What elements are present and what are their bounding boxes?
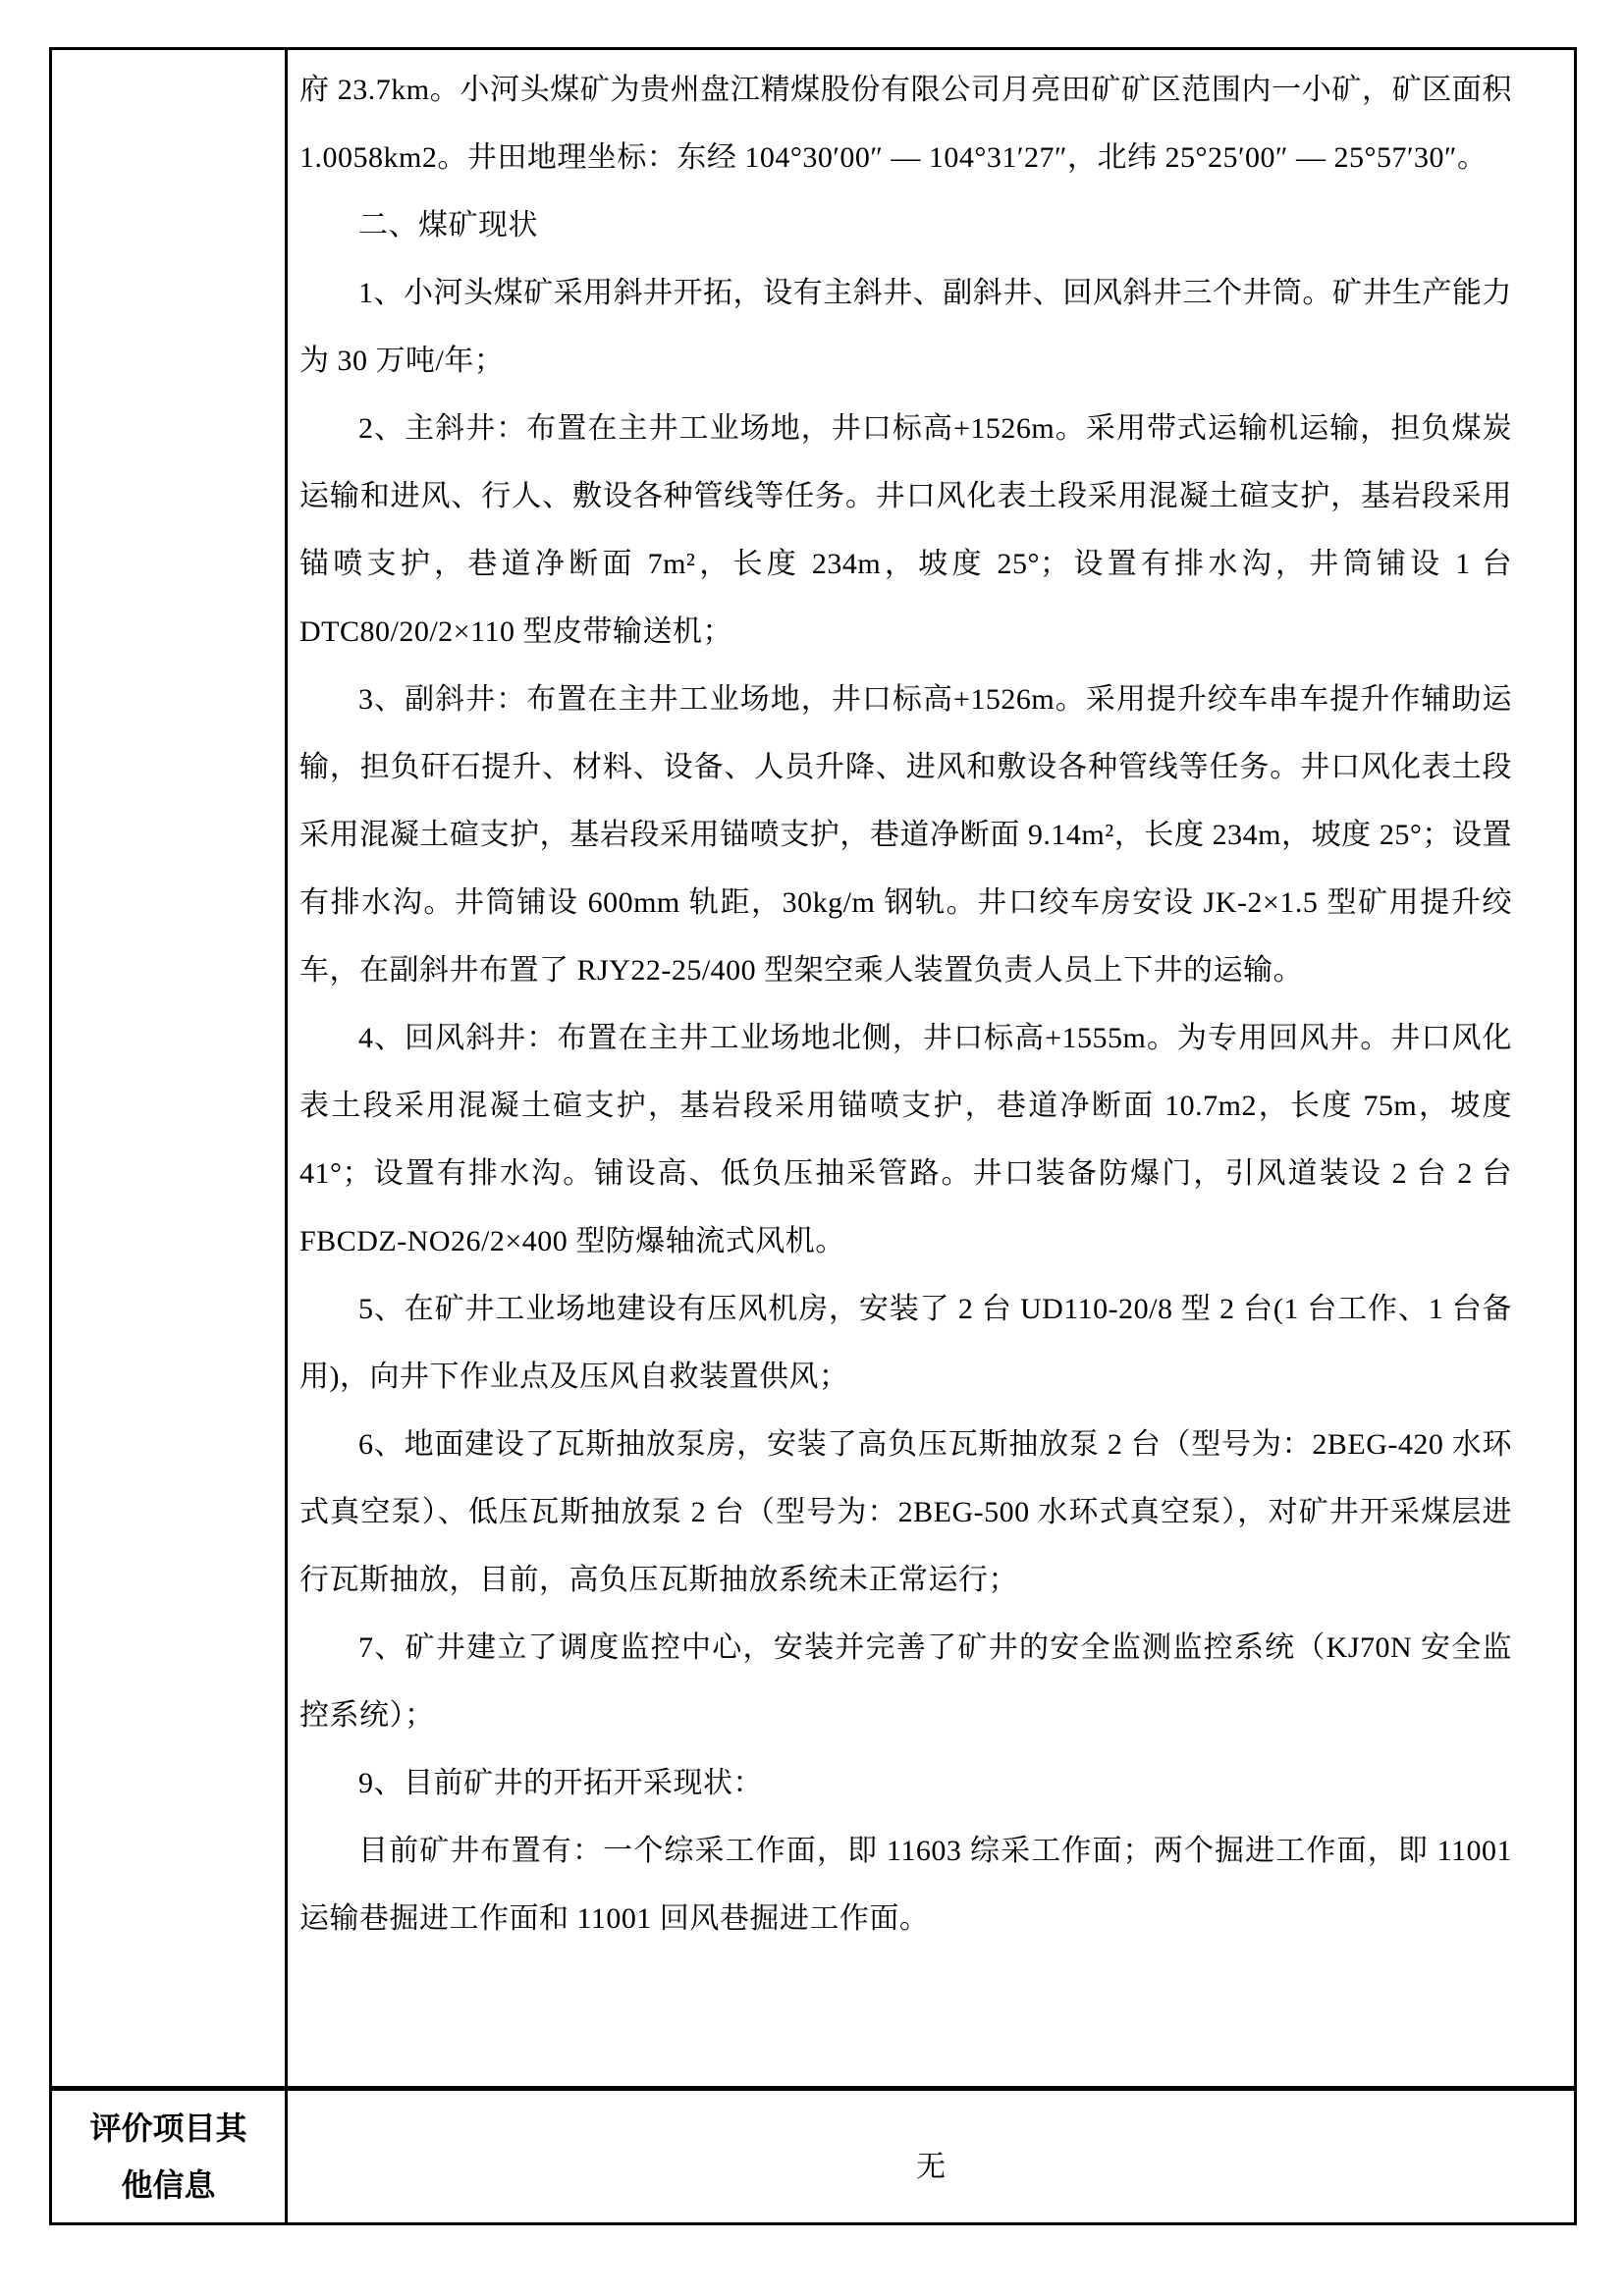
paragraph-item-9: 9、目前矿井的开拓开采现状： (358, 1767, 763, 1799)
document-table (49, 47, 1577, 2225)
footer-row-value-cell (288, 2091, 1574, 2222)
footer-row-header-label: 评价项目其他信息 (89, 2110, 247, 2203)
paragraph-continuation: 府 23.7km。小河头煤矿为贵州盘江精煤股份有限公司月亮田矿矿区范围内一小矿，矿区面积 1.0058km2。井田地理坐标：东经 104°30′00″ — 104°31′27″，北纬 25°25′00″ — 25°57′30″。 (299, 74, 1512, 174)
main-row-content-cell (288, 50, 1574, 2086)
paragraph-item-6: 6、地面建设了瓦斯抽放泵房，安装了高负压瓦斯抽放泵 2 台（型号为：2BEG-420 水环式真空泵）、低压瓦斯抽放泵 2 台（型号为：2BEG-500 水环式真空泵），对矿井开采煤层进行瓦斯抽放，目前，高负压瓦斯抽放系统未正常运行； (299, 1428, 1512, 1596)
table-main-row (52, 50, 1574, 2086)
table-footer-row (52, 2086, 1574, 2222)
paragraph-item-3: 3、副斜井：布置在主井工业场地，井口标高+1526m。采用提升绞车串车提升作辅助运输，担负矸石提升、材料、设备、人员升降、进风和敷设各种管线等任务。井口风化表土段采用混凝土碹支护，基岩段采用锚喷支护，巷道净断面 9.14m²，长度 234m，坡度 25°；设置有排水沟。井筒铺设 600mm 轨距，30kg/m 钢轨。井口绞车房安设 JK-2×1.5 型矿用提升绞车，在副斜井布置了 RJY22-25/400 型架空乘人装置负责人员上下井的运输。 (299, 683, 1512, 987)
footer-row-header-cell (52, 2091, 288, 2222)
paragraph-item-7: 7、矿井建立了调度监控中心，安装并完善了矿井的安全监测监控系统（KJ70N 安全监控系统）； (299, 1631, 1512, 1732)
paragraph-current-layout: 目前矿井布置有：一个综采工作面，即 11603 综采工作面；两个掘进工作面，即 11001 运输巷掘进工作面和 11001 回风巷掘进工作面。 (299, 1835, 1512, 1935)
footer-row-value: 无 (916, 2151, 946, 2183)
paragraph-item-1: 1、小河头煤矿采用斜井开拓，设有主斜井、副斜井、回风斜井三个井筒。矿井生产能力为 30 万吨/年； (299, 277, 1512, 377)
paragraph-item-5: 5、在矿井工业场地建设有压风机房，安装了 2 台 UD110-20/8 型 2 台(1 台工作、1 台备用)，向井下作业点及压风自救装置供风； (299, 1293, 1512, 1393)
paragraph-item-2: 2、主斜井：布置在主井工业场地，井口标高+1526m。采用带式运输机运输，担负煤炭运输和进风、行人、敷设各种管线等任务。井口风化表土段采用混凝土碹支护，基岩段采用锚喷支护，巷道净断面 7m²，长度 234m，坡度 25°；设置有排水沟，井筒铺设 1 台 DTC80/20/2×110 型皮带输送机； (299, 412, 1512, 648)
main-row-header-cell-empty (52, 50, 288, 2086)
section-heading-mine-status: 二、煤矿现状 (358, 209, 538, 241)
paragraph-item-4: 4、回风斜井：布置在主井工业场地北侧，井口标高+1555m。为专用回风井。井口风化表土段采用混凝土碹支护，基岩段采用锚喷支护，巷道净断面 10.7m2，长度 75m，坡度 41°；设置有排水沟。铺设高、低负压抽采管路。井口装备防爆门，引风道装设 2 台 2 台 FBCDZ-NO26/2×400 型防爆轴流式风机。 (299, 1022, 1512, 1257)
